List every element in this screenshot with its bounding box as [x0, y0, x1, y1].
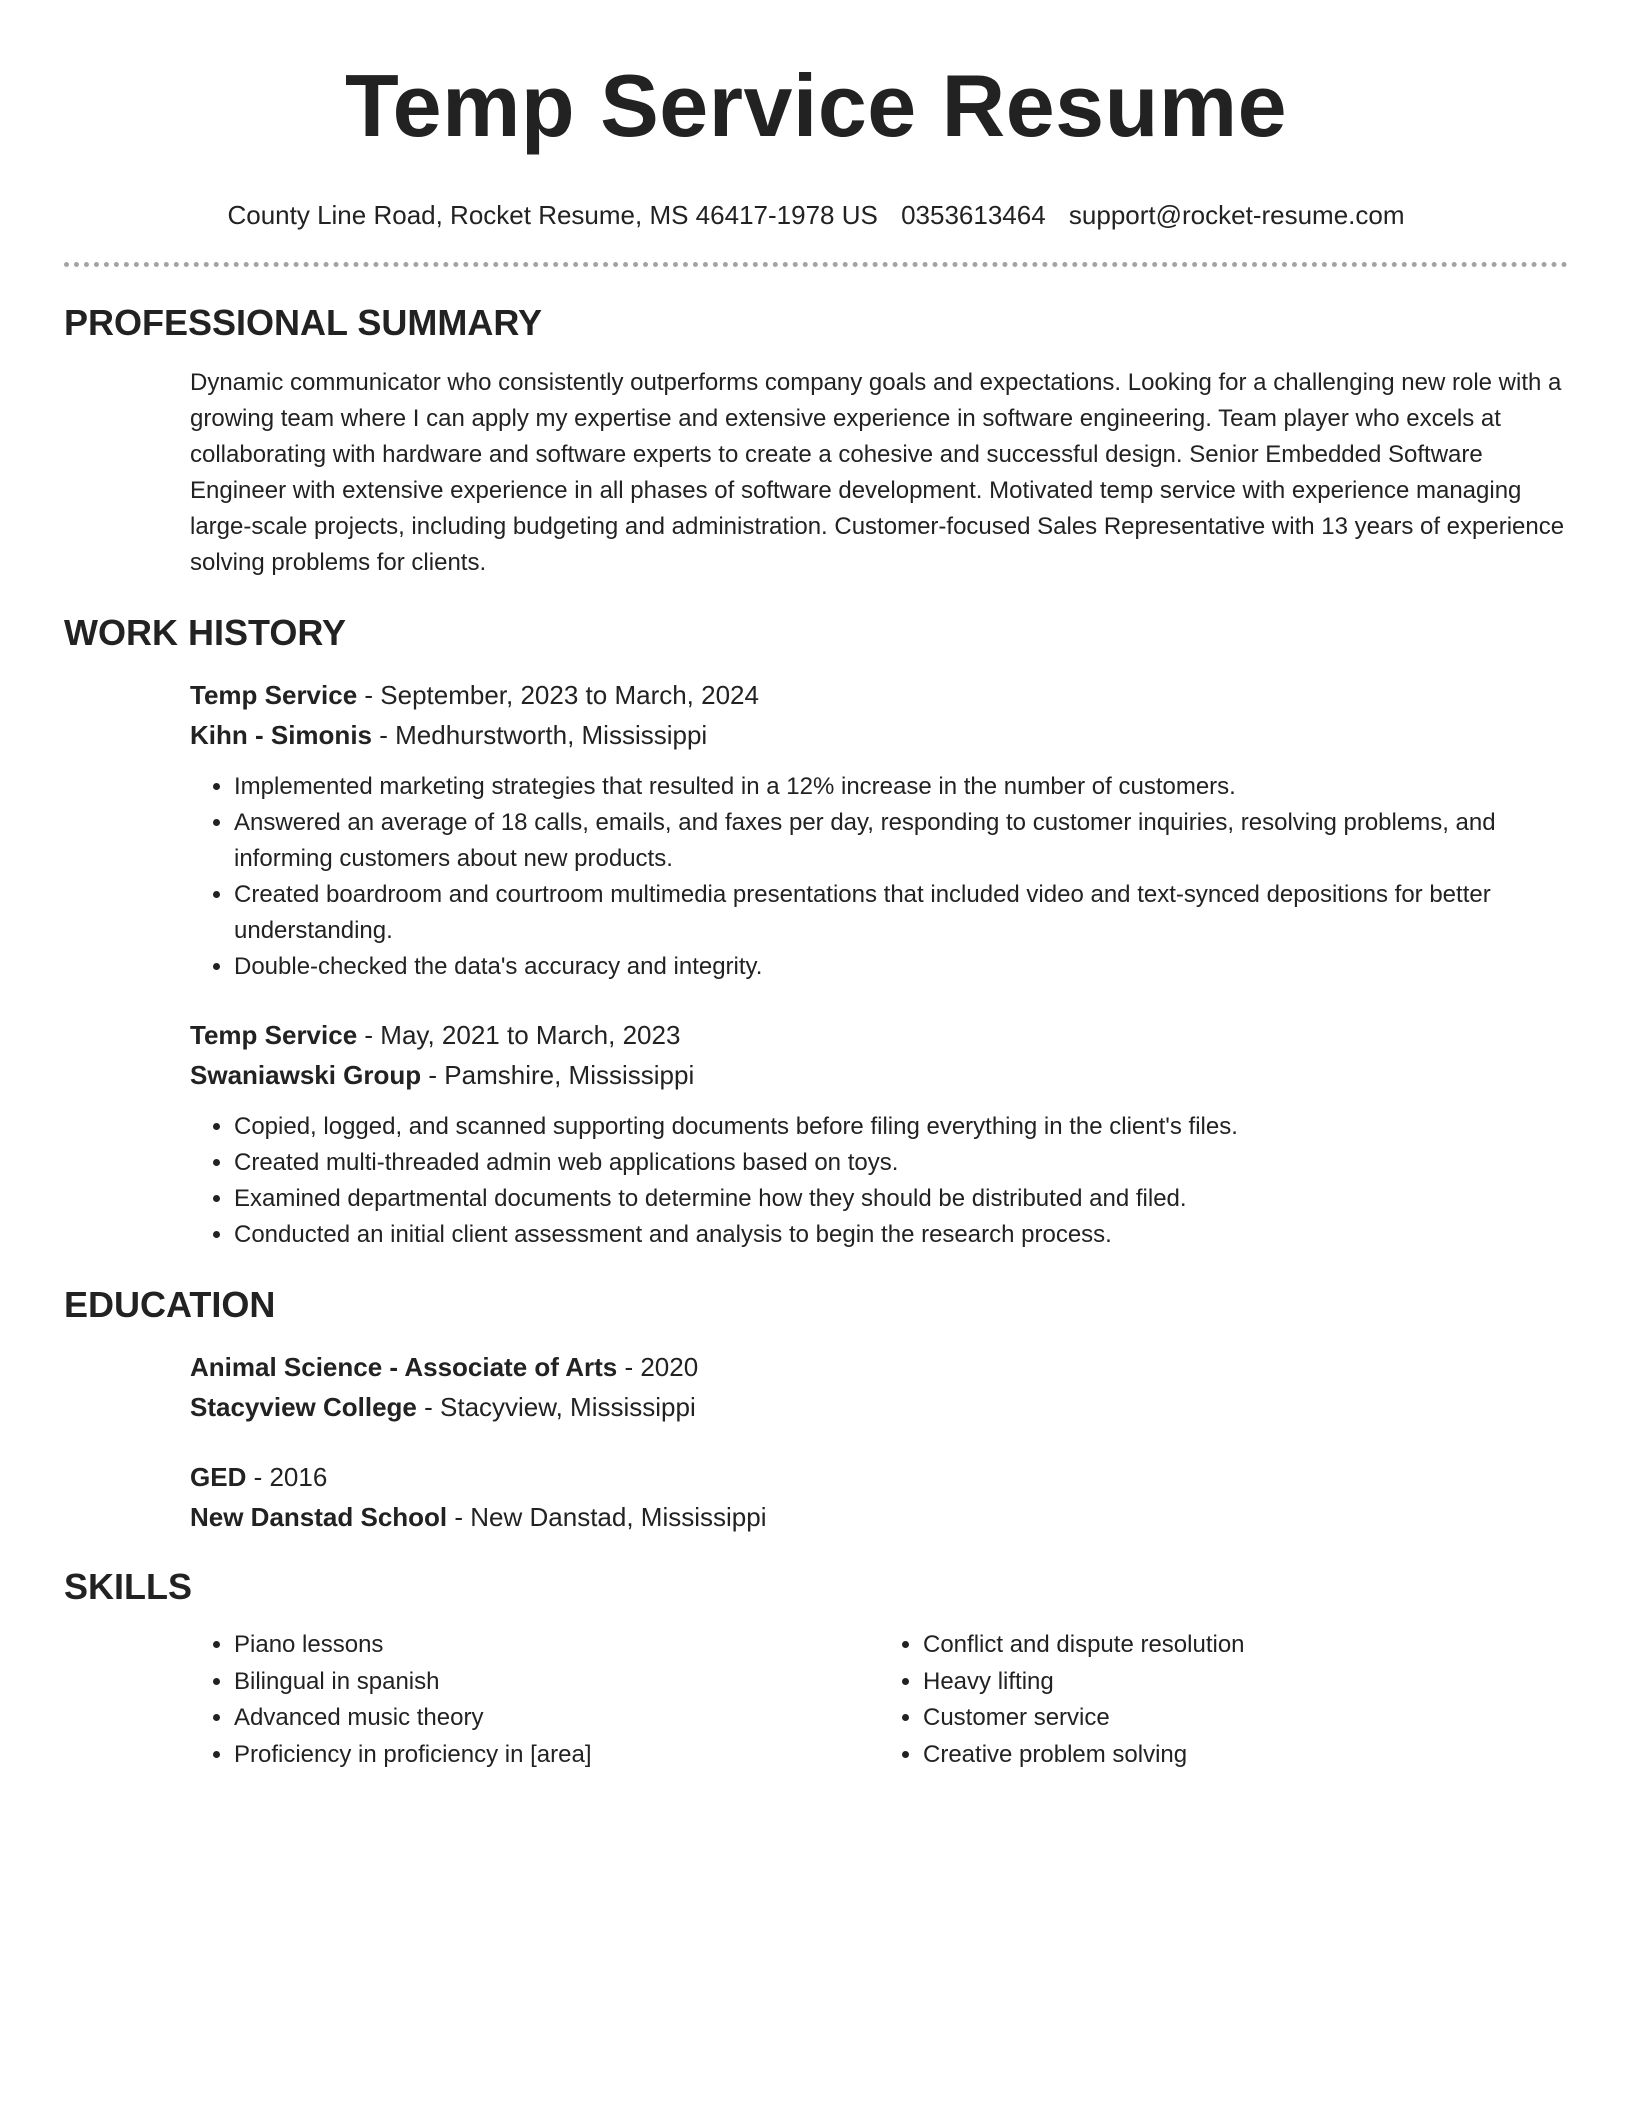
contact-phone: 0353613464 — [901, 200, 1046, 230]
skill-item: • Heavy lifting — [923, 1664, 1568, 1701]
summary-heading: PROFESSIONAL SUMMARY — [64, 302, 543, 343]
graduation-year: 2016 — [269, 1462, 328, 1492]
skills-section — [190, 1627, 1568, 1773]
job-company-line — [190, 715, 1568, 755]
degree-line — [190, 1347, 1568, 1387]
list-item: • Examined departmental documents to determine how they should be distributed and filed. — [234, 1181, 1568, 1217]
resume-title: Temp Service Resume — [344, 56, 1288, 155]
separator: - — [357, 1020, 381, 1050]
list-item: • Implemented marketing strategies that resulted in a 12% increase in the number of customers. — [234, 769, 1568, 805]
header-divider — [64, 262, 1568, 267]
list-item: • Conducted an initial client assessment and analysis to begin the research process. — [234, 1217, 1568, 1253]
school-line — [190, 1497, 1568, 1537]
degree: Animal Science - Associate of Arts — [190, 1352, 618, 1382]
skill-item: • Piano lessons — [234, 1627, 879, 1664]
skills-heading: SKILLS — [64, 1566, 193, 1607]
job-title-line — [190, 1015, 1568, 1055]
school-line — [190, 1387, 1568, 1427]
skills-list-left — [190, 1627, 879, 1773]
list-item: • Double-checked the data's accuracy and integrity. — [234, 949, 1568, 985]
separator: - — [421, 1060, 445, 1090]
separator: - — [372, 720, 396, 750]
contact-address: County Line Road, Rocket Resume, MS 46417-1978 US — [227, 200, 878, 230]
school: New Danstad School — [190, 1502, 448, 1532]
job-bullets — [190, 1109, 1568, 1253]
summary-section — [190, 365, 1568, 581]
degree-line — [190, 1457, 1568, 1497]
school: Stacyview College — [190, 1392, 417, 1422]
school-location: New Danstad, Mississippi — [470, 1502, 767, 1532]
list-item: • Answered an average of 18 calls, emails, and faxes per day, responding to customer inquiries, resolving problems, and informing customers about new products. — [234, 805, 1568, 877]
school-location: Stacyview, Mississippi — [440, 1392, 696, 1422]
job-location: Pamshire, Mississippi — [444, 1060, 695, 1090]
skill-item: • Creative problem solving — [923, 1737, 1568, 1774]
separator: - — [246, 1462, 270, 1492]
contact-email: support@rocket-resume.com — [1068, 200, 1405, 230]
skill-item: • Proficiency in proficiency in [area] — [234, 1737, 879, 1774]
separator: - — [357, 680, 381, 710]
education-entry — [190, 1347, 1568, 1427]
graduation-year: 2020 — [640, 1352, 699, 1382]
separator: - — [617, 1352, 641, 1382]
separator: - — [447, 1502, 471, 1532]
job-entry — [190, 1015, 1568, 1253]
education-heading: EDUCATION — [64, 1284, 276, 1325]
job-title-line — [190, 675, 1568, 715]
skills-list-right — [879, 1627, 1568, 1773]
skill-item: • Advanced music theory — [234, 1700, 879, 1737]
job-bullets — [190, 769, 1568, 985]
job-company-line — [190, 1055, 1568, 1095]
summary-text: Dynamic communicator who consistently outperforms company goals and expectations. Looking for a challenging new role with a growing team where I can apply my expertise and extensive experience in software engineering. Team player who excels at collaborating with hardware and software experts to create a cohesive and successful design. Senior Embedded Software Engineer with extensive experience in all phases of software development. Motivated temp service with experience managing large-scale projects, including budgeting and administration. Customer-focused Sales Representative with 13 years of experience solving problems for clients. — [190, 369, 1565, 576]
work-history-section — [190, 675, 1568, 1253]
job-company: Swaniawski Group — [190, 1060, 422, 1090]
education-section — [190, 1347, 1568, 1537]
job-title: Temp Service — [190, 680, 358, 710]
skill-item: • Conflict and dispute resolution — [923, 1627, 1568, 1664]
job-title: Temp Service — [190, 1020, 358, 1050]
work-history-heading: WORK HISTORY — [64, 612, 347, 653]
list-item: • Copied, logged, and scanned supporting documents before filing everything in the client's files. — [234, 1109, 1568, 1145]
skill-item: • Bilingual in spanish — [234, 1664, 879, 1701]
separator: - — [416, 1392, 440, 1422]
job-dates: May, 2021 to March, 2023 — [380, 1020, 681, 1050]
job-location: Medhurstworth, Mississippi — [395, 720, 708, 750]
list-item: • Created boardroom and courtroom multimedia presentations that included video and text-synced depositions for better understanding. — [234, 877, 1568, 949]
skill-item: • Customer service — [923, 1700, 1568, 1737]
job-dates: September, 2023 to March, 2024 — [380, 680, 759, 710]
job-company: Kihn - Simonis — [190, 720, 372, 750]
contact-line — [64, 198, 1568, 232]
list-item: • Created multi-threaded admin web applications based on toys. — [234, 1145, 1568, 1181]
degree: GED — [190, 1462, 247, 1492]
job-entry — [190, 675, 1568, 985]
education-entry — [190, 1457, 1568, 1537]
